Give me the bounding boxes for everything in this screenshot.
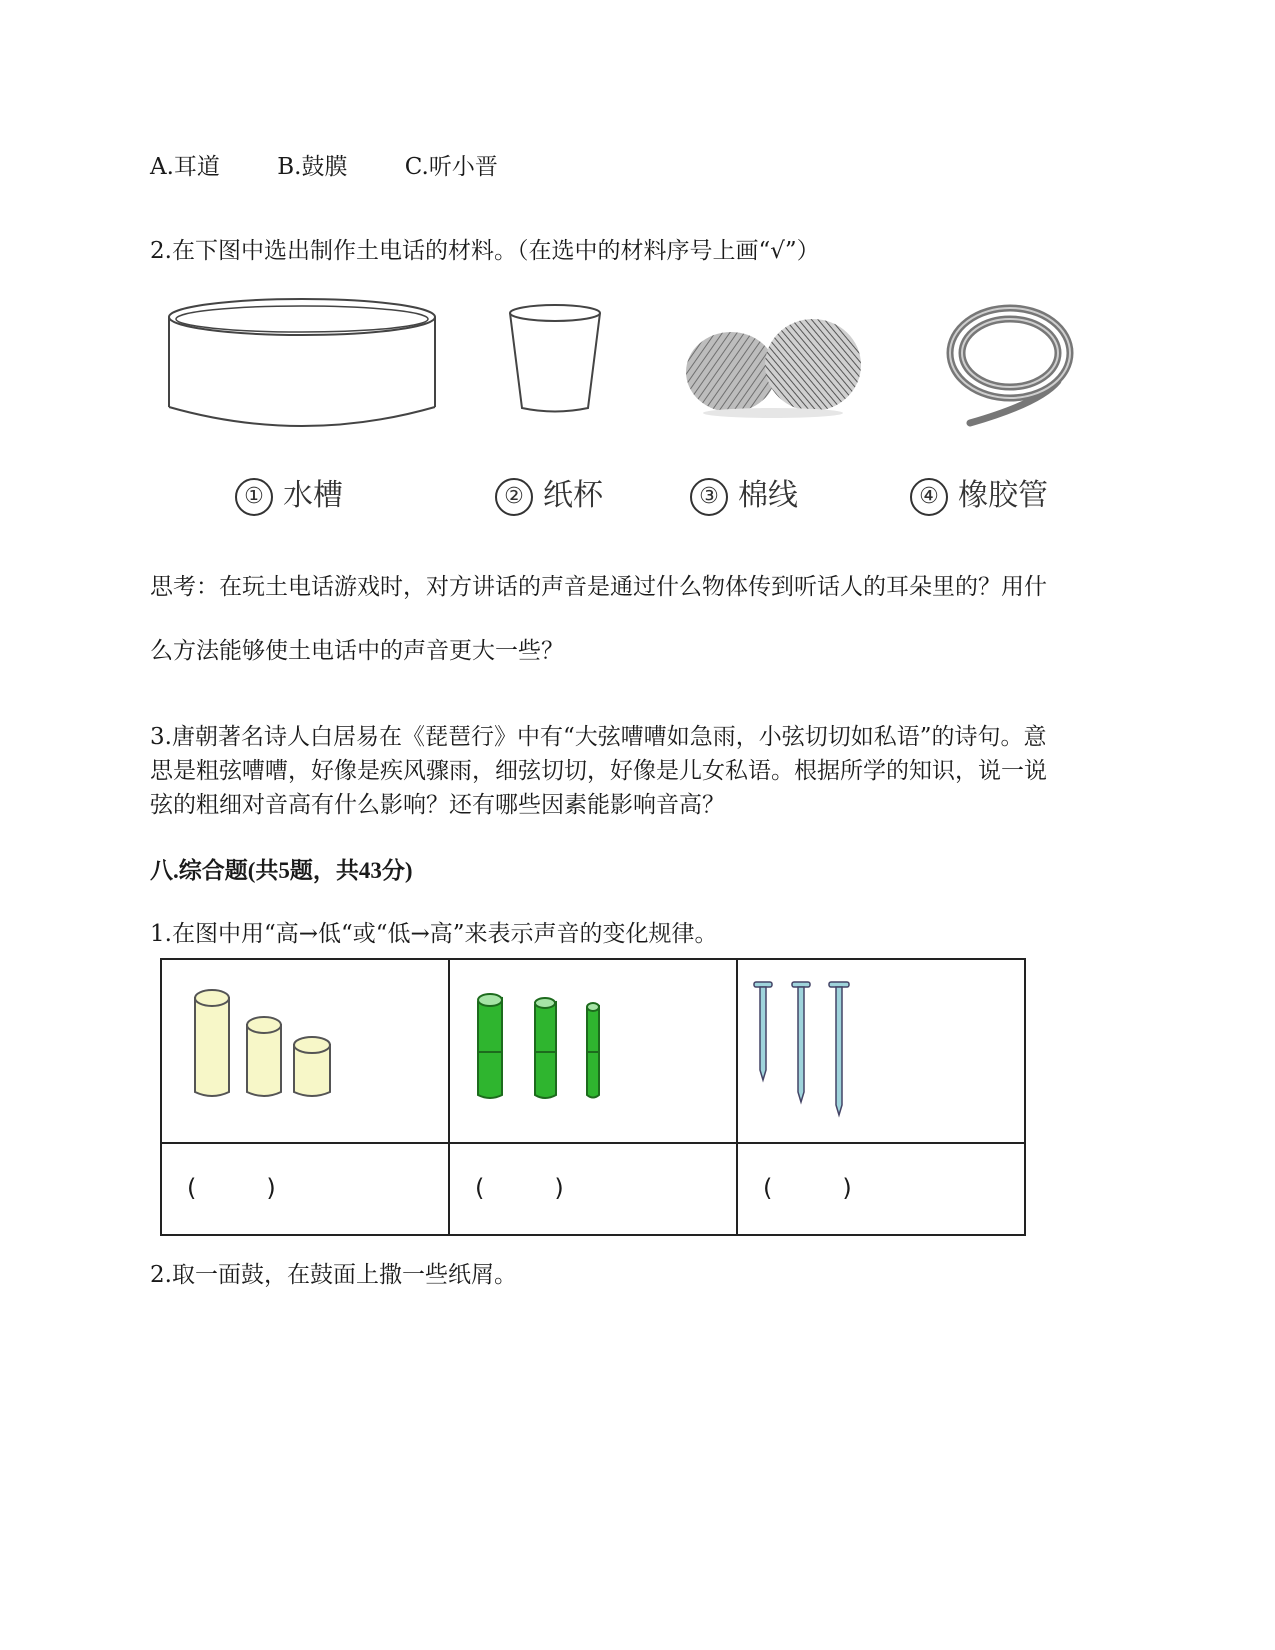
answer-3-close: ) <box>842 1174 852 1202</box>
rubber-tube-image <box>940 303 1080 437</box>
material-name-4: 橡胶管 <box>958 478 1048 513</box>
answer-cell-1[interactable] <box>161 1143 449 1235</box>
think-line-2: 么方法能够使土电话中的声音更大一些？ <box>150 638 564 664</box>
materials-figure <box>165 295 1125 525</box>
section-8-title: 八.综合题(共5题，共43分) <box>150 858 413 883</box>
answer-1-open: ( <box>187 1174 197 1202</box>
bamboo-cell <box>449 959 737 1143</box>
option-c: C.听小晋 <box>404 154 498 180</box>
q3-line-2: 思是粗弦嘈嘈，好像是疾风骤雨，细弦切切，好像是儿女私语。根据所学的知识，说一说 <box>150 758 1047 784</box>
section-8-q2: 2.取一面鼓，在鼓面上撒一些纸屑。 <box>150 1262 517 1288</box>
answer-1-close: ) <box>266 1174 276 1202</box>
material-label-4 <box>910 470 1048 516</box>
answer-2-open: ( <box>475 1174 485 1202</box>
option-b: B.鼓膜 <box>277 154 348 180</box>
q3-line-1: 3.唐朝著名诗人白居易在《琵琶行》中有“大弦嘈嘈如急雨，小弦切切如私语”的诗句。意 <box>150 724 1047 750</box>
answer-cell-3[interactable] <box>737 1143 1025 1235</box>
nails-cell <box>737 959 1025 1143</box>
think-line-1: 思考：在玩土电话游戏时，对方讲话的声音是通过什么物体传到听话人的耳朵里的？用什 <box>150 574 1047 600</box>
material-number-3: ③ <box>690 478 728 516</box>
material-label-1 <box>235 470 343 516</box>
material-name-1: 水槽 <box>283 478 343 513</box>
bamboo-tubes-image <box>450 960 736 1138</box>
answer-2-close: ) <box>554 1174 564 1202</box>
q1-options <box>150 148 548 181</box>
option-a: A.耳道 <box>150 154 220 180</box>
material-number-1: ① <box>235 478 273 516</box>
pitch-table <box>160 958 1026 1236</box>
material-label-2 <box>495 470 603 516</box>
section-8-q1: 1.在图中用“高→低“或“低→高”来表示声音的变化规律。 <box>150 921 718 947</box>
paper-cup-image <box>505 303 605 422</box>
cylinders-image <box>162 960 448 1138</box>
nails-image <box>738 960 1024 1138</box>
answer-3-open: ( <box>763 1174 773 1202</box>
material-number-2: ② <box>495 478 533 516</box>
q3-line-3: 弦的粗细对音高有什么影响？还有哪些因素能影响音高？ <box>150 792 725 818</box>
cotton-thread-image <box>683 315 868 424</box>
material-label-3 <box>690 470 798 516</box>
material-name-3: 棉线 <box>738 478 798 513</box>
q2-text: 2.在下图中选出制作土电话的材料。（在选中的材料序号上画“√”） <box>150 238 820 264</box>
material-number-4: ④ <box>910 478 948 516</box>
cylinders-cell <box>161 959 449 1143</box>
water-tank-image <box>165 295 440 444</box>
material-name-2: 纸杯 <box>543 478 603 513</box>
answer-cell-2[interactable] <box>449 1143 737 1235</box>
